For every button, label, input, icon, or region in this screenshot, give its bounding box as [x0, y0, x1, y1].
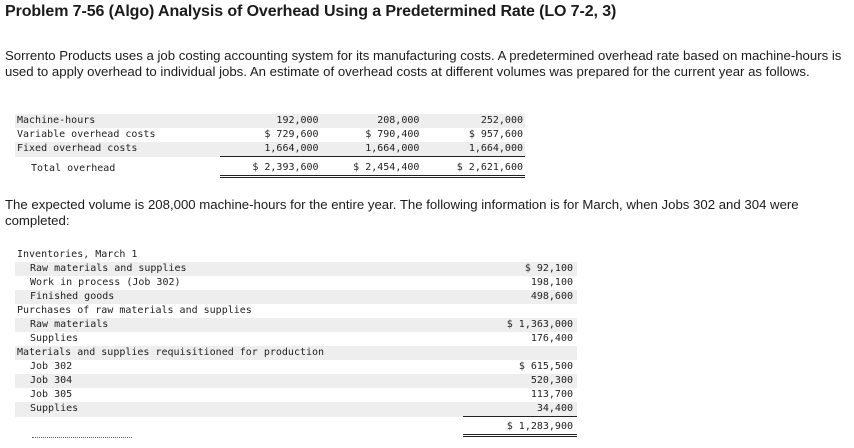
overhead-estimate-table [15, 114, 525, 178]
row-label: Job 302 [30, 361, 73, 372]
table-row [15, 374, 577, 388]
section-header: Materials and supplies requisitioned for production [15, 346, 463, 360]
table-row [15, 142, 525, 157]
total-row [15, 420, 577, 436]
row-label: Variable overhead costs [17, 129, 156, 140]
table-row [15, 262, 577, 276]
table-row [15, 360, 577, 374]
cell-value: 113,700 [530, 389, 573, 400]
cell-value: $ 615,500 [518, 361, 573, 372]
cell-value: 1,664,000 [421, 142, 525, 157]
row-label: Work in process (Job 302) [30, 277, 181, 288]
row-label: Supplies [15, 402, 463, 417]
row-label: Job 305 [30, 389, 73, 400]
problem-title: Problem 7-56 (Algo) Analysis of Overhead Using a Predetermined Rate (LO 7-2, 3) [5, 3, 617, 20]
table-row [15, 128, 525, 142]
cell-value: $ 790,400 [365, 129, 420, 140]
expected-volume-paragraph: The expected volume is 208,000 machine-hours for the entire year. The following information is for March, when Jobs 302 and 304 were completed: [5, 197, 799, 228]
table-row [15, 318, 577, 332]
table-row [15, 346, 577, 360]
table-row [15, 276, 577, 290]
table-row [15, 114, 525, 128]
cell-value: 176,400 [530, 333, 573, 344]
row-label: Fixed overhead costs [15, 142, 220, 157]
cell-value: 192,000 [220, 114, 321, 128]
section-header: Inventories, March 1 [17, 249, 138, 260]
table-row [15, 388, 577, 402]
cell-value: $ 1,283,900 [463, 420, 577, 436]
cell-value: 498,600 [463, 290, 577, 304]
cell-value: $ 957,600 [468, 129, 523, 140]
row-label: Machine-hours [15, 114, 220, 128]
cell-value: $ 2,393,600 [220, 161, 321, 177]
table-row [15, 290, 577, 304]
cell-value: $ 1,363,000 [463, 318, 577, 332]
table-row [15, 248, 577, 262]
cell-value: 208,000 [321, 114, 422, 128]
row-label: Raw materials [15, 318, 463, 332]
row-label: Total overhead [31, 162, 116, 174]
cell-value: 520,300 [463, 374, 577, 388]
cell-value: 1,664,000 [220, 142, 321, 157]
intro-paragraph: Sorrento Products uses a job costing accounting system for its manufacturing costs. A predetermined overhead rate based on machine-hours is used to apply overhead to individual jobs. An estimate of overhead costs at different volumes was prepared for the current year as follows. [5, 48, 842, 79]
cell-value: $ 2,454,400 [321, 161, 422, 177]
section-header: Purchases of raw materials and supplies [17, 305, 252, 316]
total-row [15, 161, 525, 177]
row-label: Supplies [30, 333, 79, 344]
cell-value: 1,664,000 [321, 142, 422, 157]
table-row [15, 332, 577, 346]
march-information-table [15, 248, 577, 437]
table-row [15, 304, 577, 318]
cell-value: $ 729,600 [264, 129, 319, 140]
cell-value: 252,000 [421, 114, 525, 128]
cell-value: 198,100 [530, 277, 573, 288]
row-label: Finished goods [15, 290, 463, 304]
row-label: Raw materials and supplies [15, 262, 463, 276]
row-label: Job 304 [15, 374, 463, 388]
table-row [15, 402, 577, 417]
cell-value: $ 92,100 [463, 262, 577, 276]
cell-value: 34,400 [463, 402, 577, 417]
cell-value: $ 2,621,600 [421, 161, 525, 177]
